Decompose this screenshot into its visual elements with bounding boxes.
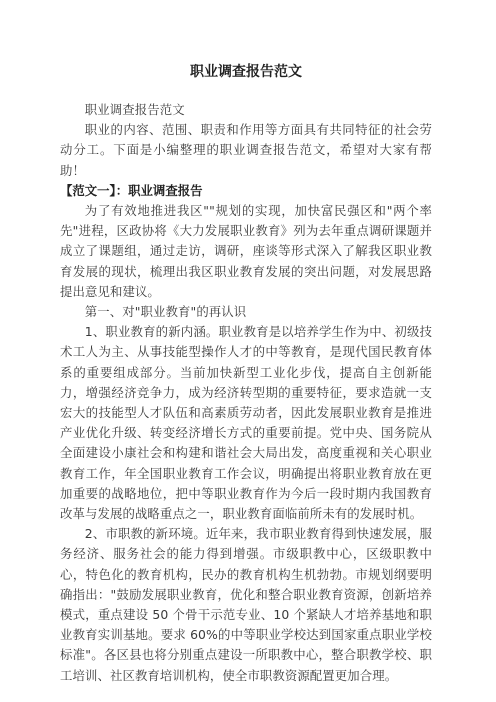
paragraph-part-one-heading: 第一、对"职业教育"的再认识 — [84, 304, 247, 320]
section-heading: 【范文一】：职业调查报告 — [60, 182, 203, 198]
paragraph-subtitle: 职业调查报告范文 — [84, 102, 185, 117]
document-title: 职业调查报告范文 — [190, 64, 302, 80]
paragraph-new-connotation: 1、职业教育的新内涵。职业教育是以培养学生作为中、初级技术工人为主、从事技能型操作人才的中等教育，是现代国民教育体系的重要组成部分。当前加快新型工业化步伐，提高自主创新能力，增强经济竞争力，成为经济转型期的重要特征，要求造就一支宏大的技能型人才队伍和高素质劳动者，因此发展职业教育是推进产业优化升级、转变经济增长方式的重要前提。党中央、国务院从全面建设小康社会和构建和谐社会大局出发，高度重视和关心职业教育工作，年全国职业教育工作会议，明确提出将职业教育放在更加重要的战略地位，把中等职业教育作为今后一段时期内我国教育改革与发展的战略重点之一，职业教育面临前所未有的发展时机。 — [60, 324, 432, 522]
paragraph-intro: 职业的内容、范围、职责和作用等方面具有共同特征的社会劳动分工。下面是小编整理的职业调查报告范文，希望对大家有帮助！ — [60, 122, 432, 178]
paragraph-background: 为了有效地推进我区""规划的实现，加快富民强区和"两个率先"进程，区政协将《大力发展职业教育》列为去年重点调研课题并成立了课题组，通过走访，调研，座谈等形式深入了解我区职业教育发展的现状，梳理出我区职业教育发展的突出问题，对发展思路提出意见和建议。 — [60, 203, 432, 299]
paragraph-new-environment: 2、市职教的新环境。近年来，我市职业教育得到快速发展，服务经济、服务社会的能力得到增强。市级职教中心，区级职教中心，特色化的教育机构，民办的教育机构生机勃勃。市规划纲要明确指出："鼓励发展职业教育，优化和整合职业教育资源，创新培养模式，重点建设 50 个骨干示范专业、10 个紧缺人才培养基地和职业教育实训基地。要求 60%的中等职业学校达到国家重点职业学校标准"。各区县也将分别重点建设一所职教中心，整合职教学校、职工培训、社区教育培训机构，使全市职教资源配置更加合理。 — [60, 526, 432, 683]
